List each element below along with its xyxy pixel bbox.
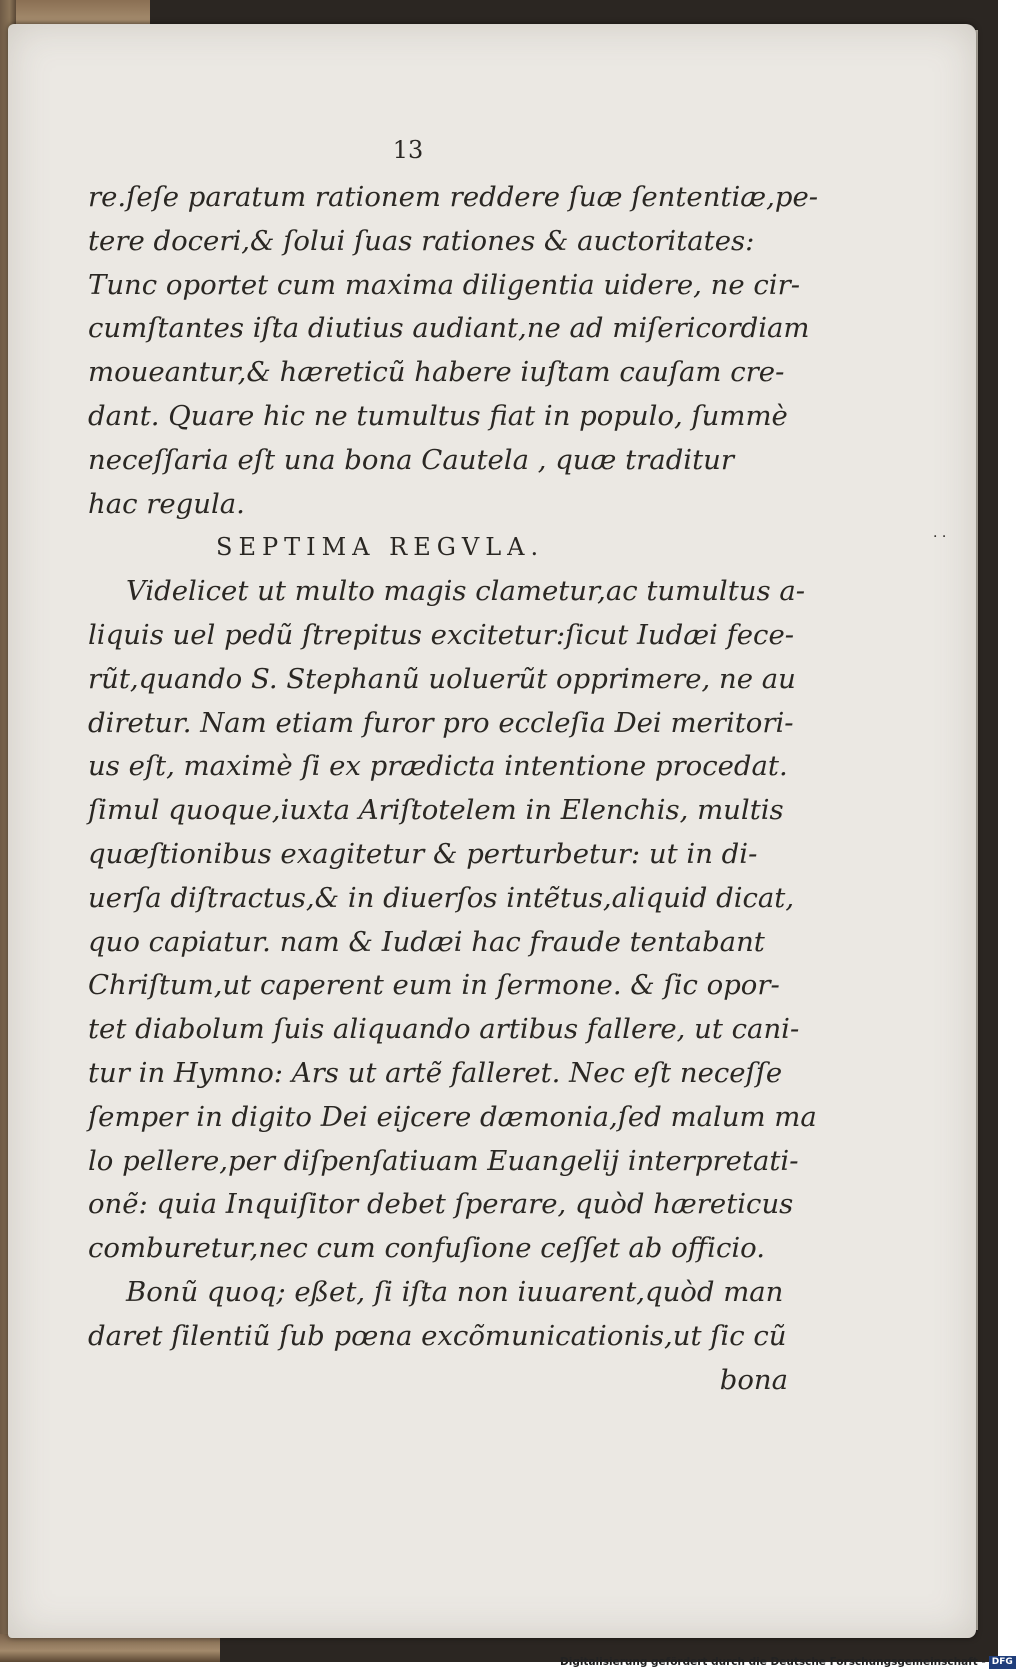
text-line: rũt,quando S. Stephanũ uoluerũt opprimere, ne au: [88, 662, 796, 695]
digitization-credit: [560, 1655, 1013, 1670]
book-cover-bottom: [0, 1634, 220, 1662]
catchword: bona: [719, 1363, 788, 1396]
text-line: cumſtantes iſta diutius audiant,ne ad miſericordiam: [88, 312, 810, 345]
text-line: daret ſilentiũ ſub pœna excõmunicationis,ut ſic cũ: [88, 1319, 787, 1352]
text-line: re.ſeſe paratum rationem reddere ſuæ ſententiæ,pe-: [88, 181, 819, 213]
text-line: uerſa diſtractus,& in diuerſos intẽtus,aliquid dicat,: [88, 881, 795, 914]
text-line: Bonũ quoq; eßet, ſi iſta non iuuarent,quòd man: [126, 1275, 784, 1308]
credit-text: Digitalisierung gefördert durch die Deutsche Forschungsgemeinschaft -: [560, 1656, 986, 1668]
text-line: ſemper in digito Dei eijcere dæmonia,ſed malum ma: [88, 1100, 817, 1133]
text-line: onẽ: quia Inquiſitor debet ſperare, quòd hæreticus: [88, 1188, 794, 1221]
text-line: Videlicet ut multo magis clametur,ac tumultus a-: [126, 575, 806, 608]
text-line: dant. Quare hic ne tumultus fiat in populo, ſummè: [88, 399, 788, 432]
text-line: moueantur,& hæreticũ habere iuſtam cauſam cre-: [88, 356, 785, 389]
text-line: hac regula.: [88, 487, 245, 520]
text-line: tet diabolum ſuis aliquando artibus fallere, ut cani-: [88, 1013, 800, 1046]
dfg-logo: DFG: [989, 1656, 1016, 1669]
page-number: 13: [392, 136, 424, 164]
text-line: lo pellere,per diſpenſatiuam Euangelij interpretati-: [88, 1144, 799, 1177]
text-line: neceſſaria eſt una bona Cautela , quæ traditur: [88, 443, 734, 476]
text-line: us eſt, maximè ſi ex prædicta intentione procedat.: [88, 750, 788, 783]
margin-marks: · ·: [933, 529, 947, 545]
text-line: diretur. Nam etiam furor pro eccleſia Dei meritori-: [88, 706, 794, 739]
section-heading: SEPTIMA REGVLA.: [216, 533, 545, 562]
text-line: tur in Hymno: Ars ut artẽ falleret. Nec eſt neceſſe: [88, 1056, 783, 1089]
text-line: ſimul quoque,iuxta Ariſtotelem in Elenchis, multis: [88, 794, 784, 827]
book-page: [8, 24, 976, 1638]
text-line: Tunc oportet cum maxima diligentia uidere, ne cir-: [88, 268, 801, 301]
text-line: quæſtionibus exagitetur & perturbetur: ut in di-: [88, 837, 758, 870]
text-line: comburetur,nec cum confuſione ceſſet ab officio.: [88, 1232, 765, 1265]
text-line: quo capiatur. nam & Iudæi hac fraude tentabant: [88, 925, 765, 958]
text-line: liquis uel pedũ ſtrepitus excitetur:ſicut Iudæi fece-: [88, 618, 795, 651]
text-line: tere doceri,& ſolui ſuas rationes & auctoritates:: [88, 224, 755, 257]
page-text: [88, 134, 819, 1402]
text-line: Chriſtum,ut caperent eum in ſermone. & ſic opor-: [88, 969, 780, 1002]
